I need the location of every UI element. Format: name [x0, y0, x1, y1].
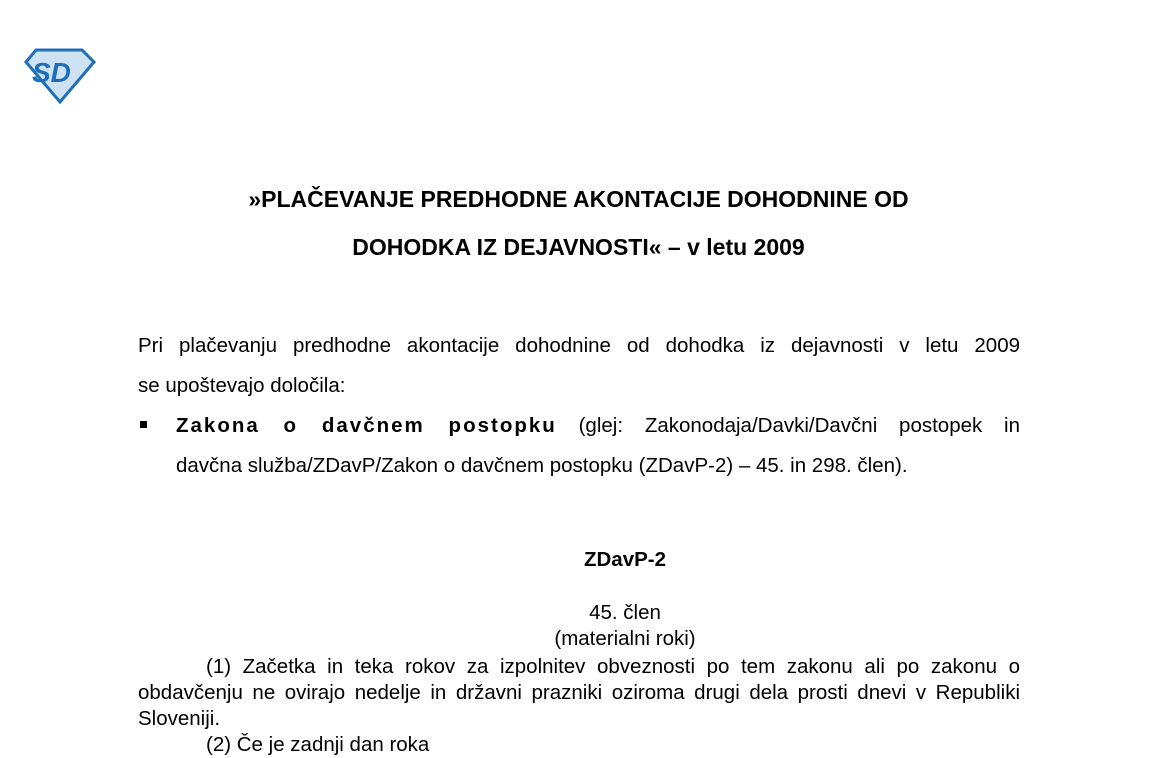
- paragraph-2: (2) Če je zadnji dan roka: [206, 733, 430, 756]
- paragraph-1: (1) Začetka in teka rokov za izpolnitev obveznosti po tem zakonu ali po zakonu o obdavčenju ne ovirajo nedelje in državni prazniki oziroma drugi dela prosti dnevi v Republiki Sloveniji.: [138, 655, 1020, 730]
- document-title-line2: DOHODKA IZ DEJAVNOSTI« – v letu 2009: [352, 234, 805, 260]
- section-heading: ZDavP-2: [583, 548, 667, 571]
- logo-icon: [22, 48, 96, 104]
- svg-text:SD: SD: [32, 57, 71, 88]
- document-title-line1: »PLAČEVANJE PREDHODNE AKONTACIJE DOHODNINE OD: [248, 186, 909, 212]
- bullet-text: (glej: Zakonodaja/Davki/Davčni postopek in: [556, 414, 1020, 437]
- bullet-icon: [140, 421, 147, 428]
- bullet-line1: [176, 414, 1020, 438]
- bullet-line2: davčna služba/ZDavP/Zakon o davčnem postopku (ZDavP-2) – 45. in 298. člen).: [176, 454, 908, 477]
- intro-line2: se upoštevajo določila:: [138, 374, 346, 397]
- article-number: 45. člen: [589, 601, 661, 624]
- intro-line1: Pri plačevanju predhodne akontacije dohodnine od dohodka iz dejavnosti v letu 2009: [138, 334, 1020, 357]
- law-name: Zakona o davčnem postopku: [176, 414, 557, 437]
- article-subtitle: (materialni roki): [554, 627, 696, 650]
